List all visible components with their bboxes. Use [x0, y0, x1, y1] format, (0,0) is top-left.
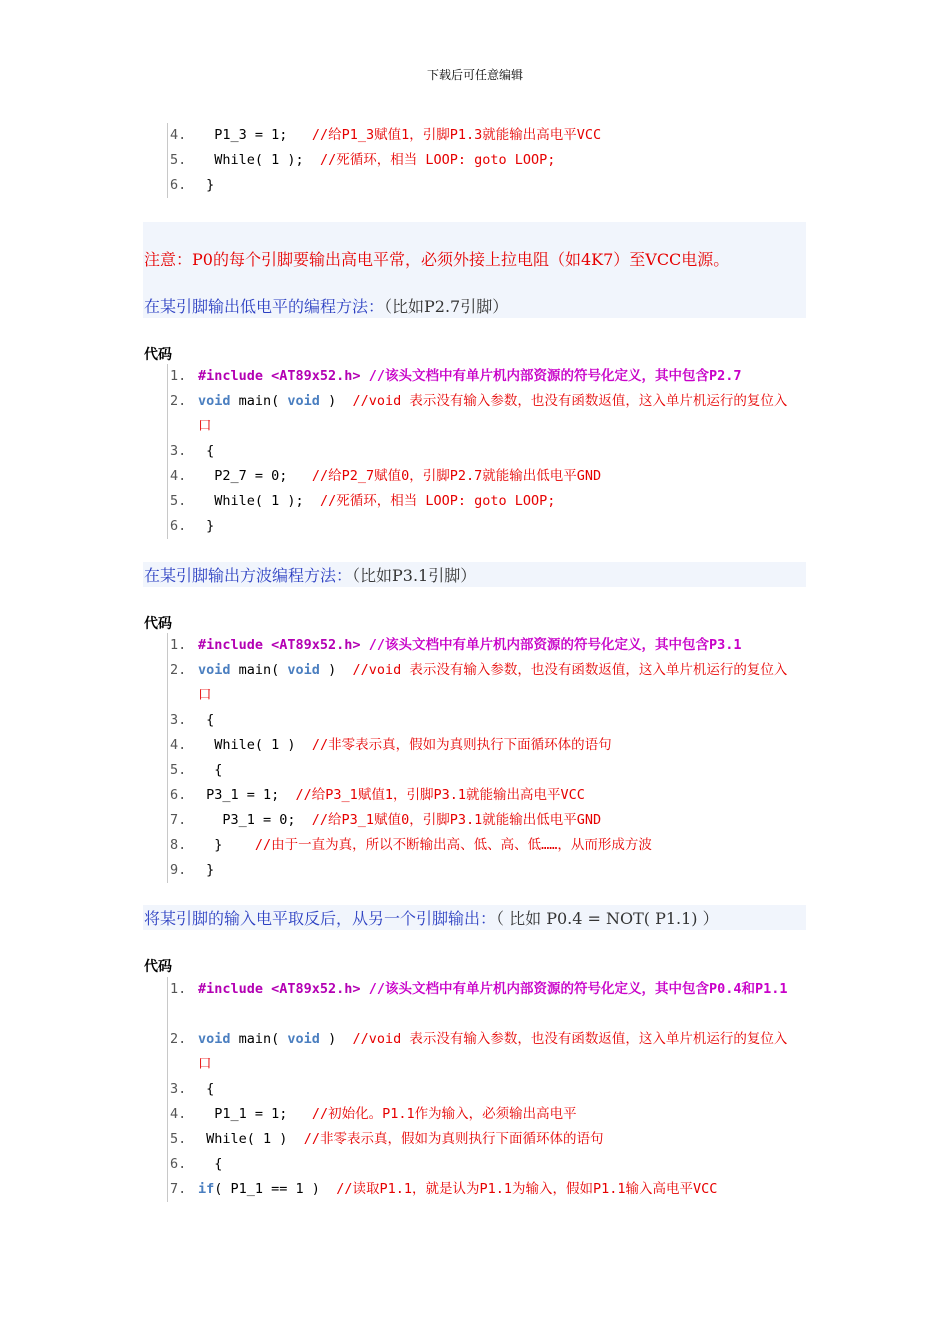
code-block-4 — [167, 977, 788, 1202]
code-comment: //死循环，相当 LOOP: goto LOOP; — [319, 152, 556, 168]
code-comment: //非零表示真，假如为真则执行下面循环体的语句 — [303, 1131, 604, 1147]
section-heading-invert-input: 将某引脚的输入电平取反后，从另一个引脚输出：（ 比如 P0.4 = NOT( P1.1) ） — [144, 909, 719, 928]
code-line — [168, 123, 602, 148]
section-heading-square-wave: 在某引脚输出方波编程方法：（比如P3.1引脚） — [144, 566, 477, 585]
code-block-1 — [167, 123, 602, 198]
code-comment: //给P3_1赋值0，引脚P3.1就能输出低电平GND — [311, 812, 602, 828]
code-line: 6. } — [170, 518, 215, 534]
code-line — [168, 173, 215, 198]
code-line: 3. { — [170, 712, 215, 728]
code-line: 3. { — [170, 443, 215, 459]
line-number: 6. — [170, 177, 187, 193]
code-comment: //该头文档中有单片机内部资源的符号化定义，其中包含P0.4和P1.1 — [368, 981, 788, 997]
code-comment: //void 表示没有输入参数，也没有函数返值，这入单片机运行的复位入口 — [198, 1031, 788, 1072]
code-comment: //读取P1.1，就是认为P1.1为输入，假如P1.1输入高电平VCC — [336, 1181, 718, 1197]
code-line: 5. While( 1 ) //非零表示真，假如为真则执行下面循环体的语句 — [170, 1131, 604, 1147]
code-text: While( 1 ); — [198, 152, 320, 168]
code-line: 4. P2_7 = 0; //给P2_7赋值0，引脚P2.7就能输出低电平GND — [170, 468, 602, 484]
code-line: 7. if( P1_1 == 1 ) //读取P1.1，就是认为P1.1为输入，假如P1.1输入高电平VCC — [170, 1181, 718, 1197]
include-directive: #include <AT89x52.h> — [198, 981, 369, 997]
code-line: 6. { — [170, 1156, 223, 1172]
code-line — [168, 148, 556, 173]
code-line: 1. #include <AT89x52.h> //该头文档中有单片机内部资源的符号化定义，其中包含P2.7 — [170, 368, 742, 384]
code-line: 5. { — [170, 762, 223, 778]
line-number: 4. — [170, 127, 187, 143]
include-directive: #include <AT89x52.h> — [198, 368, 369, 384]
code-comment: //给P1_3赋值1，引脚P1.3就能输出高电平VCC — [311, 127, 602, 143]
code-block-3 — [167, 633, 788, 883]
code-line: 2. void main( void ) //void 表示没有输入参数，也没有函数返值，这入单片机运行的复位入口 — [170, 393, 788, 434]
code-line: 4. P1_1 = 1; //初始化。P1.1作为输入，必须输出高电平 — [170, 1106, 577, 1122]
code-comment: //死循环，相当 LOOP: goto LOOP; — [319, 493, 556, 509]
code-line: 1. #include <AT89x52.h> //该头文档中有单片机内部资源的符号化定义，其中包含P3.1 — [170, 637, 742, 653]
code-text: P1_3 = 1; — [198, 127, 312, 143]
code-line: 1. #include <AT89x52.h> //该头文档中有单片机内部资源的符号化定义，其中包含P0.4和P1.1 — [170, 981, 788, 997]
code-comment: //由于一直为真，所以不断输出高、低、高、低……，从而形成方波 — [254, 837, 652, 853]
code-comment: //该头文档中有单片机内部资源的符号化定义，其中包含P2.7 — [368, 368, 742, 384]
include-directive: #include <AT89x52.h> — [198, 637, 369, 653]
page-header: 下载后可任意编辑 — [426, 68, 523, 82]
section-heading-low-level: 在某引脚输出低电平的编程方法：（比如P2.7引脚） — [144, 297, 509, 316]
code-comment: //void 表示没有输入参数，也没有函数返值，这入单片机运行的复位入口 — [198, 393, 788, 434]
code-text: } — [198, 177, 215, 193]
code-label: 代码 — [144, 959, 172, 975]
code-comment: //给P3_1赋值1，引脚P3.1就能输出高电平VCC — [295, 787, 585, 803]
code-line: 2. void main( void ) //void 表示没有输入参数，也没有函数返值，这入单片机运行的复位入口 — [170, 662, 788, 703]
code-comment: //给P2_7赋值0，引脚P2.7就能输出低电平GND — [311, 468, 602, 484]
code-line: 3. { — [170, 1081, 215, 1097]
code-comment: //初始化。P1.1作为输入，必须输出高电平 — [311, 1106, 577, 1122]
note-text: 注意：P0的每个引脚要输出高电平常，必须外接上拉电阻（如4K7）至VCC电源。 — [144, 250, 730, 269]
code-line: 6. P3_1 = 1; //给P3_1赋值1，引脚P3.1就能输出高电平VCC — [170, 787, 585, 803]
line-number: 5. — [170, 152, 187, 168]
code-label: 代码 — [144, 347, 172, 363]
code-line: 5. While( 1 ); //死循环，相当 LOOP: goto LOOP; — [170, 493, 556, 509]
code-comment: //非零表示真，假如为真则执行下面循环体的语句 — [311, 737, 612, 753]
code-comment: //该头文档中有单片机内部资源的符号化定义，其中包含P3.1 — [368, 637, 742, 653]
code-comment: //void 表示没有输入参数，也没有函数返值，这入单片机运行的复位入口 — [198, 662, 788, 703]
code-label: 代码 — [144, 616, 172, 632]
code-line: 7. P3_1 = 0; //给P3_1赋值0，引脚P3.1就能输出低电平GND — [170, 812, 602, 828]
code-line: 4. While( 1 ) //非零表示真，假如为真则执行下面循环体的语句 — [170, 737, 612, 753]
code-block-2 — [167, 364, 788, 539]
code-line: 2. void main( void ) //void 表示没有输入参数，也没有函数返值，这入单片机运行的复位入口 — [170, 1031, 788, 1072]
code-line: 9. } — [170, 862, 215, 878]
code-line: 8. } //由于一直为真，所以不断输出高、低、高、低……，从而形成方波 — [170, 837, 652, 853]
